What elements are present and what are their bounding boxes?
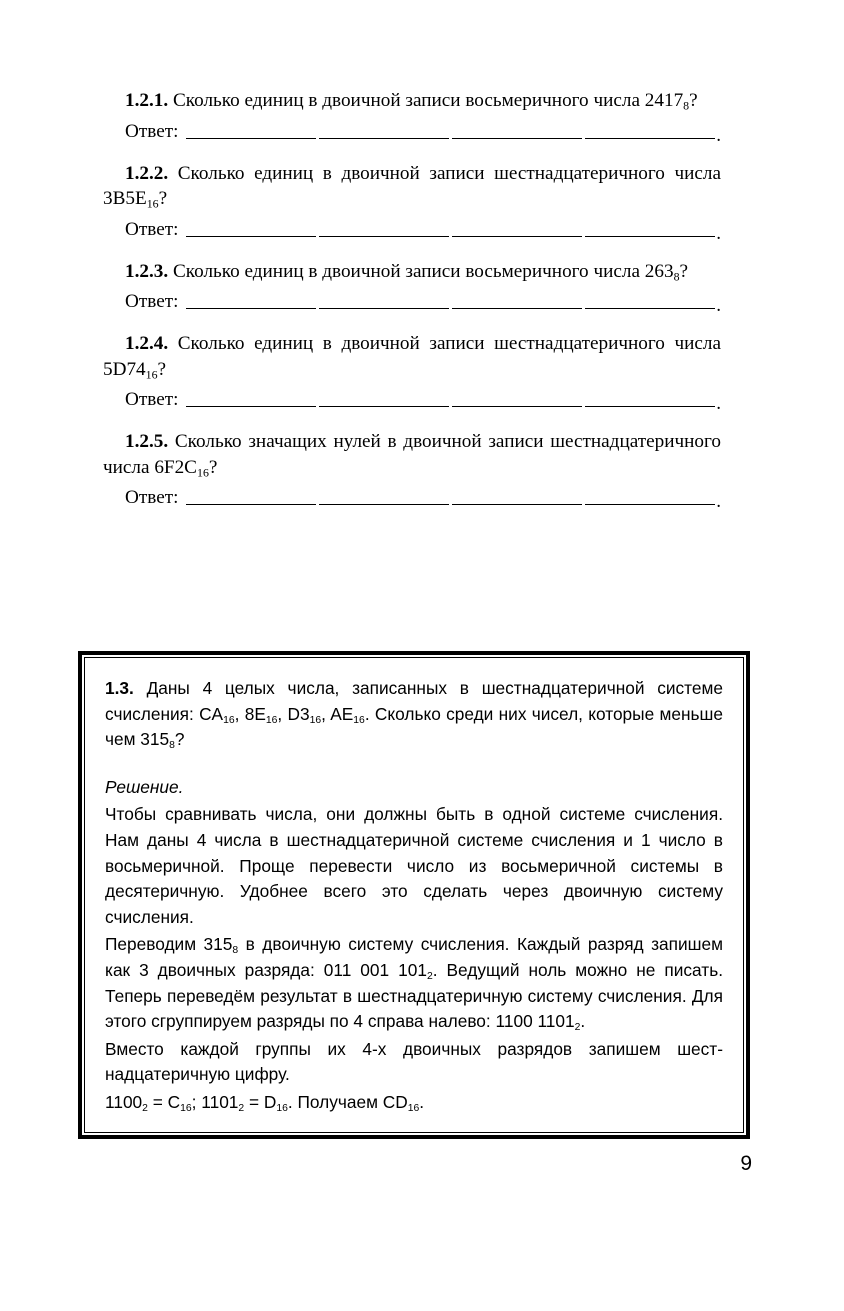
solution-p2-part2: в двоичную систему счисления. Каждый разряд запишем как 3 двоичных разряда: 011 001 101	[105, 934, 724, 980]
answer-line-segment	[452, 504, 582, 505]
exercise-text-before: Сколько единиц в двоичной записи шестнадцатеричного числа	[168, 162, 721, 184]
solution-statement-sub4: 16	[353, 714, 365, 726]
answer-line-segment	[186, 138, 316, 139]
answer-input-line[interactable]	[186, 138, 715, 139]
answer-row	[103, 389, 721, 414]
exercise-item	[103, 161, 721, 244]
answer-line-segment	[319, 236, 449, 237]
answer-line-segment	[452, 236, 582, 237]
solution-number: 1.3.	[105, 678, 134, 698]
exercise-statement	[103, 259, 721, 285]
solution-paragraph-1: Чтобы сравнивать числа, они должны быть в одной системе счисления. Нам даны 4 числа в шестнадцатеричной системе счисления и 1 число в восьмеричной. Проще перевести число из восьмеричной системы в десятеричную. Удобнее всего это сделать через двоичную систему счисления.	[105, 804, 723, 927]
exercise-item	[103, 429, 721, 512]
solution-p4-sub4: 16	[276, 1103, 288, 1115]
solution-p4-part2: = C	[147, 1091, 181, 1112]
solution-p2-sub2: 2	[426, 971, 433, 983]
solution-statement-part1: Даны 4 целых числа, записанных в шестнадцатеричной системе счисления: CA	[105, 678, 723, 724]
answer-label: Ответ:	[125, 218, 179, 240]
exercise-item	[103, 88, 721, 146]
solution-p2-part3: . Ведущий ноль можно не писать. Теперь переведём результат в шестнадцатеричную систему счисления. Для этого сгруппируем разряды по 4 справа налево: 1100 1101	[105, 959, 723, 1032]
solution-p2-part4: .	[580, 1011, 586, 1032]
solution-p4-part6: .	[419, 1091, 425, 1112]
exercise-text-before: Сколько единиц в двоичной записи восьмеричного числа	[168, 90, 645, 111]
solution-p4-sub1: 2	[142, 1103, 148, 1115]
solution-statement-part2: , 8E	[234, 703, 266, 724]
answer-line-segment	[319, 504, 449, 505]
answer-row	[103, 291, 721, 316]
answer-line-segment	[186, 504, 316, 505]
exercise-text-before: Сколько единиц в двоичной записи восьмеричного числа	[168, 260, 645, 282]
exercise-value: 2417	[644, 90, 684, 111]
answer-line-segment	[319, 406, 449, 407]
answer-row	[103, 120, 721, 146]
exercise-number: 1.2.4.	[125, 333, 169, 354]
solution-statement-sub5: 8	[169, 740, 175, 752]
answer-row	[103, 487, 721, 512]
page-number: 9	[740, 1152, 752, 1175]
exercise-base: 16	[145, 366, 158, 381]
exercise-number: 1.2.2.	[125, 162, 169, 184]
solution-p4-part3: ; 1101	[191, 1091, 239, 1112]
answer-line-segment	[585, 308, 715, 309]
answer-label: Ответ:	[125, 120, 179, 142]
exercise-list	[103, 88, 721, 512]
solution-p4-sub2: 16	[180, 1103, 192, 1115]
exercise-text-after: ?	[679, 260, 689, 282]
solution-box-inner	[84, 657, 744, 1133]
solution-paragraph-3: Вместо каждой группы их 4-х двоичных разрядов запишем шестнадцатеричную цифру.	[105, 1038, 723, 1085]
exercise-text-after: ?	[157, 358, 167, 380]
exercise-value: 6F2C	[154, 456, 197, 478]
exercise-statement	[103, 161, 721, 212]
solution-paragraph-2	[105, 932, 723, 1034]
solution-p4-sub3: 2	[238, 1103, 245, 1115]
answer-line-segment	[319, 308, 449, 309]
solution-statement-part4: , AE	[321, 703, 354, 724]
solution-statement-sub1: 16	[223, 714, 235, 726]
answer-row	[103, 218, 721, 244]
answer-line-segment	[585, 504, 715, 505]
answer-terminator: .	[716, 124, 721, 146]
exercise-statement	[103, 429, 721, 480]
exercise-number: 1.2.5.	[125, 431, 169, 452]
answer-line-segment	[319, 138, 449, 139]
answer-line-segment	[452, 308, 582, 309]
answer-line-segment	[186, 308, 316, 309]
solution-p4-part1: 1100	[105, 1091, 143, 1112]
exercise-statement	[103, 331, 721, 382]
solution-p2-part1: Переводим 315	[105, 934, 233, 955]
solution-heading: Решение.	[105, 776, 184, 797]
answer-input-line[interactable]	[186, 504, 715, 505]
exercise-text-before: Сколько единиц в двоичной записи шестнадцатеричного числа	[168, 333, 721, 354]
answer-terminator: .	[716, 393, 721, 414]
solution-paragraph-4	[105, 1090, 723, 1116]
exercise-value: 5D74	[103, 358, 146, 380]
answer-input-line[interactable]	[186, 236, 715, 237]
solution-statement-sub2: 16	[265, 714, 278, 726]
exercise-text-after: ?	[689, 90, 698, 111]
exercise-value: 263	[644, 260, 674, 282]
exercise-item	[103, 331, 721, 414]
solution-box	[78, 651, 750, 1139]
solution-statement-part5: . Сколько среди них чисел, которые меньше чем 315	[105, 703, 724, 750]
answer-line-segment	[186, 406, 316, 407]
answer-line-segment	[585, 406, 715, 407]
exercise-value: 3B5E	[103, 188, 147, 209]
solution-p2-sub3: 2	[574, 1022, 581, 1034]
solution-statement-part3: , D3	[277, 703, 310, 724]
exercise-text-after: ?	[208, 456, 218, 478]
exercise-statement	[103, 88, 721, 114]
answer-input-line[interactable]	[186, 308, 715, 309]
answer-terminator: .	[716, 295, 721, 316]
answer-label: Ответ:	[125, 291, 179, 312]
exercise-base: 8	[673, 268, 680, 283]
answer-line-segment	[585, 138, 715, 139]
answer-label: Ответ:	[125, 389, 179, 410]
exercise-text-after: ?	[158, 188, 168, 209]
exercise-number: 1.2.1.	[125, 90, 169, 111]
exercise-base: 16	[197, 464, 209, 479]
exercise-base: 16	[146, 196, 159, 211]
answer-line-segment	[585, 236, 715, 237]
exercise-item	[103, 259, 721, 314]
exercise-text-before: Сколько значащих нулей в двоичной записи шестнадцатеричного числа	[103, 431, 721, 478]
solution-p2-sub1: 8	[232, 945, 239, 957]
answer-terminator: .	[716, 222, 721, 244]
exercise-number: 1.2.3.	[125, 260, 169, 282]
answer-line-segment	[452, 138, 582, 139]
solution-statement-sub3: 16	[309, 714, 322, 726]
solution-p4-part4: = D	[244, 1091, 277, 1112]
exercise-base: 8	[683, 98, 690, 113]
solution-statement	[105, 676, 723, 753]
solution-p4-sub5: 16	[407, 1103, 420, 1115]
answer-input-line[interactable]	[186, 406, 715, 407]
solution-p4-part5: . Получаем CD	[287, 1091, 408, 1112]
answer-terminator: .	[716, 491, 721, 512]
answer-label: Ответ:	[125, 487, 179, 508]
answer-line-segment	[452, 406, 582, 407]
answer-line-segment	[186, 236, 316, 237]
solution-statement-part6: ?	[174, 729, 185, 750]
